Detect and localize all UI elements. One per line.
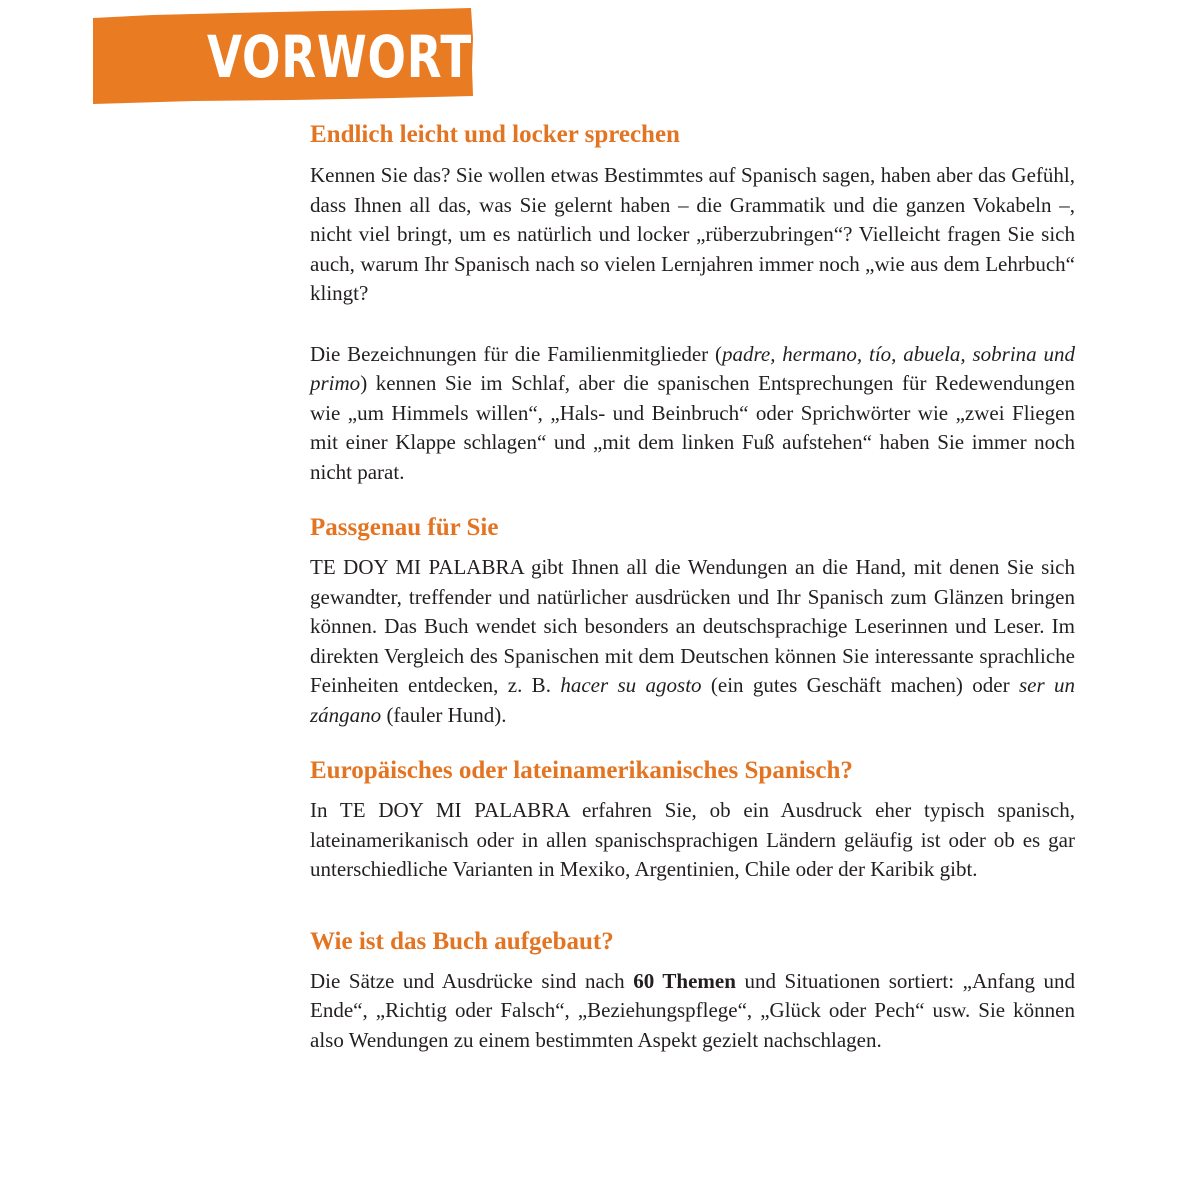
section-heading-1: Endlich leicht und locker sprechen bbox=[310, 121, 680, 148]
paragraph-2 bbox=[310, 340, 1075, 488]
paragraph-3-italic-1: hacer su agosto bbox=[560, 673, 702, 697]
section-heading-2: Passgenau für Sie bbox=[310, 514, 499, 541]
paragraph-5-text-b: und Situationen sortiert: „Anfang und Ende“, „Richtig oder Falsch“, „Beziehungspflege“, „Glück oder Pech“ usw. Sie können also Wendungen zu einem bestimmten Aspekt gezielt nachschlagen. bbox=[310, 968, 1076, 1052]
paragraph-3 bbox=[310, 553, 1075, 730]
paragraph-5-text-a: Die Sätze und Ausdrücke sind nach bbox=[310, 968, 634, 993]
section-heading-4: Wie ist das Buch aufgebaut? bbox=[310, 927, 614, 955]
chapter-banner bbox=[93, 8, 475, 104]
section-heading-3: Europäisches oder lateinamerikanisches Spanisch? bbox=[310, 757, 853, 784]
paragraph-5 bbox=[310, 967, 1075, 1056]
chapter-title: VORWORT bbox=[207, 23, 473, 91]
paragraph-1: Kennen Sie das? Sie wollen etwas Bestimmtes auf Spanisch sagen, haben aber das Gefühl, dass Ihnen all das, was Sie gelernt haben – die Grammatik und die ganzen Vokabeln –, nicht viel bringt, um es natürlich und locker „rüberzubringen“? Vielleicht fragen Sie sich auch, warum Ihr Spanisch nach so vielen Lernjahren immer noch „wie aus dem Lehrbuch“ klingt? bbox=[310, 163, 1075, 305]
paragraph-3-text-c: (fauler Hund). bbox=[381, 702, 507, 727]
paragraph-2-italic: padre, hermano, tío, abuela, sobrina und primo bbox=[310, 341, 1075, 395]
preface-content bbox=[310, 118, 1075, 1055]
paragraph-3-italic-2: ser un zángano bbox=[310, 673, 1076, 727]
paragraph-3-text-b: (ein gutes Geschäft machen) oder bbox=[701, 673, 1019, 697]
paragraph-2-text-a: Die Bezeichnungen für die Familienmitglieder ( bbox=[310, 341, 722, 366]
paragraph-3-text-a: TE DOY MI PALABRA gibt Ihnen all die Wendungen an die Hand, mit denen Sie sich gewandter, treffender und natürlicher ausdrücken und Ihr Spanisch zum Glänzen bringen können. Das Buch wendet sich besonders an deutschsprachige Leserinnen und Leser. Im direkten Vergleich des Spanischen mit dem Deutschen können Sie interessante sprachliche Feinheiten entdecken, z. B. bbox=[310, 555, 1075, 697]
paragraph-5-bold: 60 Themen bbox=[633, 968, 736, 993]
paragraph-2-text-b: ) kennen Sie im Schlaf, aber die spanischen Entsprechungen für Redewendungen wie „um Himmels willen“, „Hals- und Beinbruch“ oder Sprichwörter wie „zwei Fliegen mit einer Klappe schlagen“ und „mit dem linken Fuß aufstehen“ haben Sie immer noch nicht parat. bbox=[310, 371, 1075, 484]
paragraph-4: In TE DOY MI PALABRA erfahren Sie, ob ein Ausdruck eher typisch spanisch, lateinamerikanisch oder in allen spanischsprachigen Ländern geläufig ist oder ob es gar unterschiedliche Varianten in Mexiko, Argentinien, Chile oder der Karibik gibt. bbox=[310, 798, 1075, 881]
